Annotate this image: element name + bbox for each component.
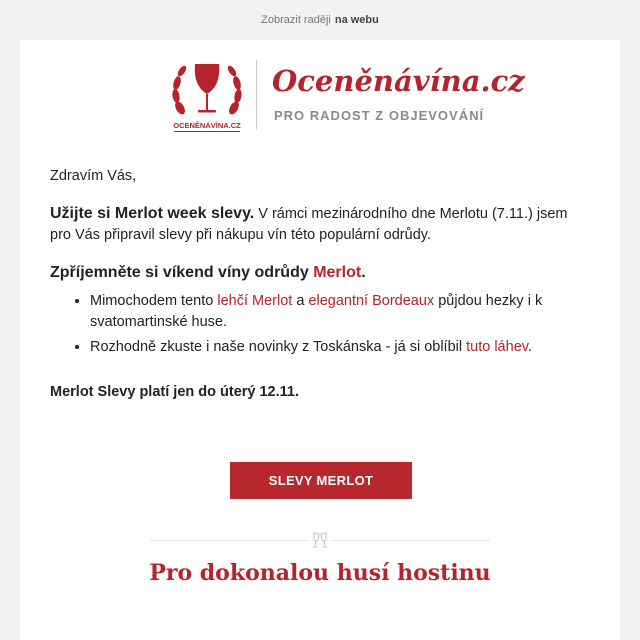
subheading-merlot: Merlot	[313, 264, 362, 281]
list-item	[90, 337, 590, 358]
bottle-link[interactable]: tuto láhev	[466, 339, 528, 355]
greeting: Zdravím Vás,	[50, 168, 137, 184]
list-item	[90, 291, 590, 333]
subheading	[50, 262, 590, 283]
list-item-text: Rozhodně zkuste i naše novinky z Toskánska - já si oblíbil	[90, 339, 467, 355]
email-body	[50, 166, 590, 418]
list-item-text: půjdou hezky i k svatomartinské huse.	[90, 293, 543, 330]
list-item-text: a	[292, 293, 309, 309]
merlot-discounts-button[interactable]: SLEVY MERLOT	[230, 462, 412, 499]
brand-name[interactable]: Oceněnávína.cz	[272, 64, 525, 98]
brand-tagline: PRO RADOST Z OBJEVOVÁNÍ	[274, 108, 485, 123]
deadline-text: Merlot Slevy platí jen do úterý 12.11.	[50, 384, 300, 400]
list-item-text: .	[527, 339, 532, 355]
wine-glass-laurel-icon[interactable]	[168, 56, 246, 136]
intro-paragraph	[50, 203, 590, 246]
subheading-suffix: .	[361, 264, 366, 281]
email-card	[20, 40, 620, 640]
view-in-browser-bar	[0, 0, 640, 40]
logo-divider	[256, 60, 257, 130]
emblem-text: OCENĚNÁVÍNA.CZ	[173, 121, 241, 130]
list-item-text: Mimochodem tento	[90, 293, 218, 309]
view-in-browser-link[interactable]: na webu	[334, 14, 379, 26]
tips-list	[50, 291, 590, 358]
intro-bold: Užijte si Merlot week slevy.	[50, 205, 255, 222]
clinking-glasses-icon	[309, 529, 331, 551]
section-title: Pro dokonalou husí hostinu	[149, 560, 491, 586]
view-in-browser-prefix: Zobrazit raději	[261, 14, 331, 26]
intro-text: V rámci mezinárodního dne Merlotu (7.11.) jsem pro Vás připravil slevy při nákupu vín této populární odrůdy.	[50, 206, 568, 243]
email-header	[20, 40, 620, 150]
light-merlot-link[interactable]: lehčí Merlot	[217, 293, 293, 309]
elegant-bordeaux-link[interactable]: elegantní Bordeaux	[308, 293, 435, 309]
subheading-prefix: Zpříjemněte si víkend víny odrůdy	[50, 264, 314, 281]
